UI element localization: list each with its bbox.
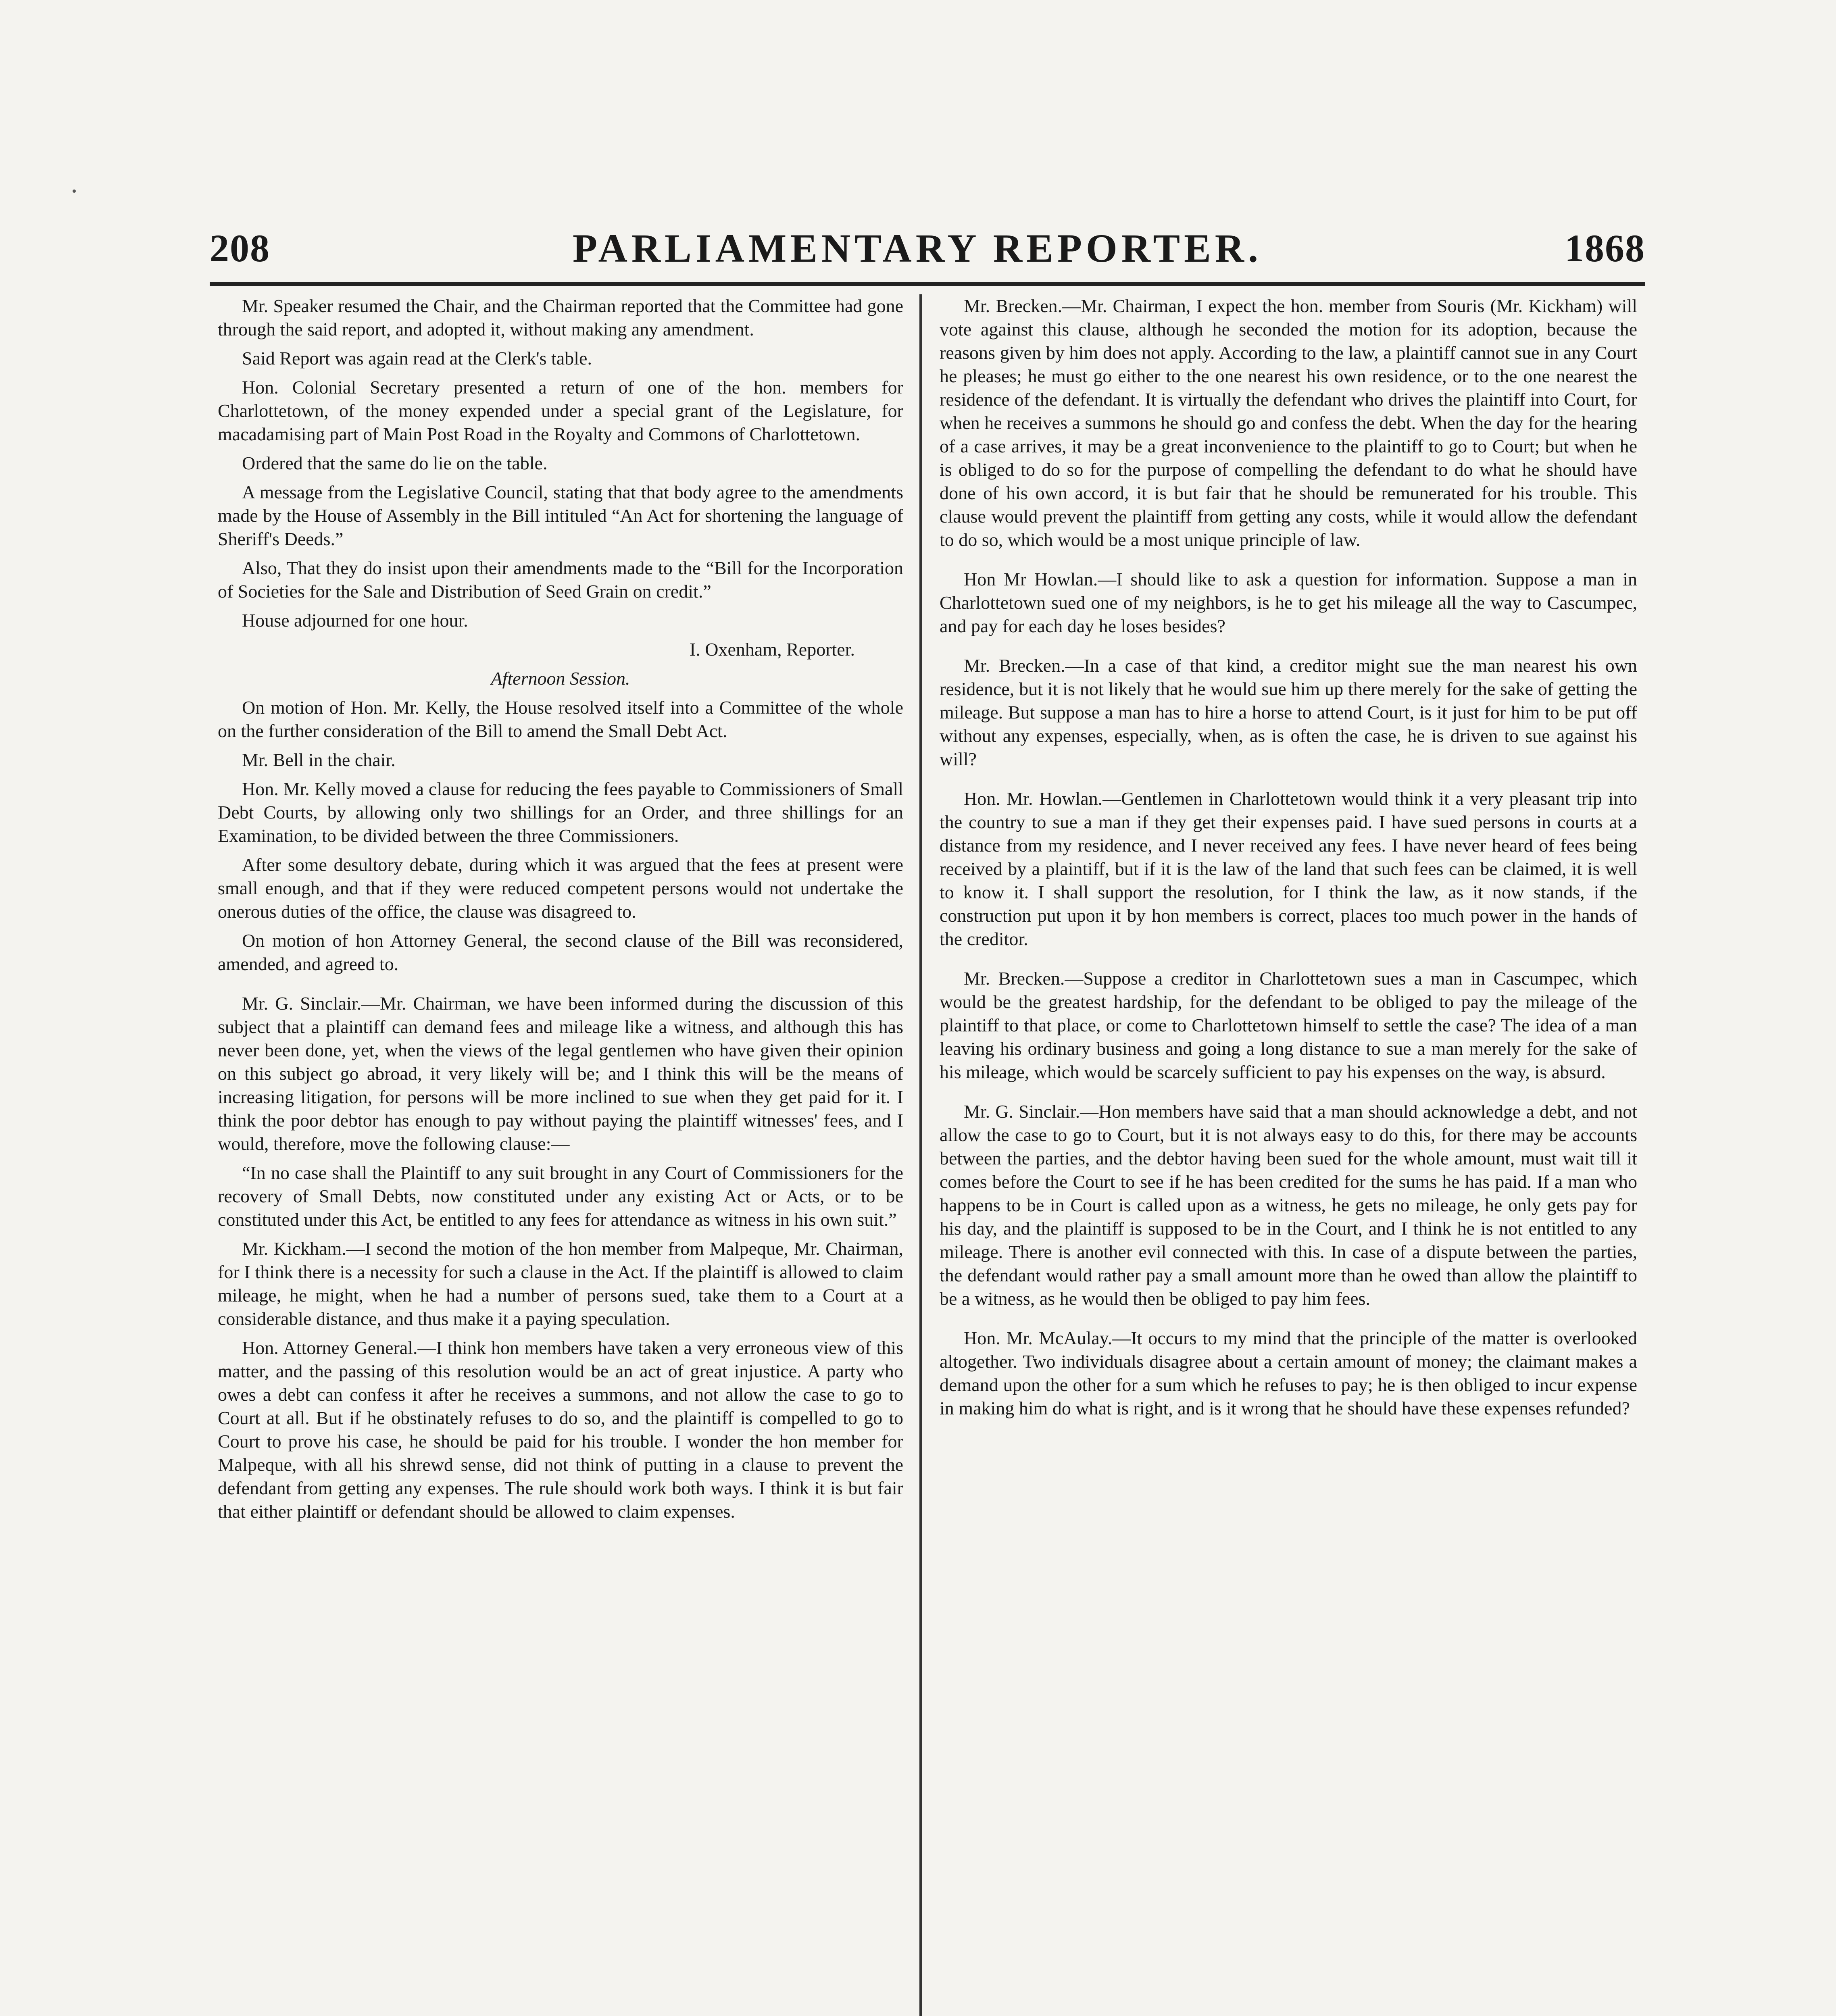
page-header (210, 220, 1645, 276)
paragraph: Hon. Mr. Kelly moved a clause for reducing the fees payable to Commissioners of Small Debt Courts, by allowing only two shillings for an Order, and three shillings for an Examination, to be divided between the three Commissioners. (218, 779, 903, 846)
header-rule (210, 282, 1645, 286)
paragraph: Mr. Brecken.—Mr. Chairman, I expect the hon. member from Souris (Mr. Kickham) will vote against this clause, although he seconded the motion for its adoption, because the reasons given by him does not apply. According to the law, a plaintiff cannot sue in any Court he pleases; he must go either to the one nearest his own residence, or to the one nearest the residence of the defendant. It is virtually the defendant who drives the plaintiff into Court, for when he receives a summons he should go and confess the debt. When the day for the hearing of a case arrives, it may be a great inconvenience to the plaintiff to go to Court; but when he is obliged to do so for the purpose of compelling the defendant to do what he should have done of his own accord, it is but fair that he should be remunerated for his trouble. This clause would prevent the plaintiff from getting any costs, while it would allow the defendant to do so, which would be a most unique principle of law. (940, 296, 1637, 550)
paragraph: Mr. Bell in the chair. (242, 750, 396, 770)
paragraph: After some desultory debate, during which it was argued that the fees at present were small enough, and that if they were reduced competent persons would not undertake the onerous duties of the office, the clause was disagreed to. (218, 854, 903, 922)
paragraph: Hon Mr Howlan.—I should like to ask a question for information. Suppose a man in Charlottetown sued one of my neighbors, is he to get his mileage all the way to Cascumpec, and pay for each day he loses besides? (940, 569, 1637, 636)
quoted-clause: “In no case shall the Plaintiff to any suit brought in any Court of Commissioners for the recovery of Small Debts, now constituted under any existing Act or Acts, or to be constituted under this Act, be entitled to any fees for attendance as witness in his own suit.” (218, 1162, 903, 1230)
paragraph: Mr. Brecken.—In a case of that kind, a creditor might sue the man nearest his own residence, but it is not likely that he would sue him up there merely for the sake of getting the mileage. But suppose a man has to hire a horse to attend Court, is it just for him to be put off without any expenses, especially, when, as is often the case, he is driven to sue against his will? (940, 655, 1637, 769)
paragraph: Ordered that the same do lie on the table. (242, 453, 548, 473)
header-year: 1868 (1565, 226, 1645, 270)
paragraph: Mr. Brecken.—Suppose a creditor in Charlottetown sues a man in Cascumpec, which would be the greatest hardship, for the defendant to be obliged to pay the mileage of the plaintiff to that place, or come to Charlottetown himself to settle the case? The idea of a man leaving his ordinary business and going a long distance to sue a man merely for the sake of his mileage, which would be scarcely sufficient to pay his expenses on the way, is absurd. (940, 968, 1637, 1082)
paragraph: Said Report was again read at the Clerk's table. (242, 348, 592, 369)
paragraph: On motion of hon Attorney General, the second clause of the Bill was reconsidered, amended, and agreed to. (218, 930, 903, 974)
paragraph: On motion of Hon. Mr. Kelly, the House resolved itself into a Committee of the whole on the further consideration of the Bill to amend the Small Debt Act. (218, 697, 903, 741)
paragraph: Hon. Colonial Secretary presented a return of one of the hon. members for Charlottetown, of the money expended under a special grant of the Legislature, for macadamising part of Main Post Road in the Royalty and Commons of Charlottetown. (218, 377, 903, 444)
paragraph: Hon. Mr. McAulay.—It occurs to my mind that the principle of the matter is overlooked altogether. Two individuals disagree about a certain amount of money; the claimant makes a demand upon the other for a sum which he refuses to pay; he is then obliged to incur expense in making him do what is right, and is it wrong that he should have these expenses refunded? (940, 1328, 1637, 1418)
page-number: 208 (210, 226, 270, 270)
right-column (940, 294, 1637, 2016)
paragraph: House adjourned for one hour. (242, 610, 468, 631)
paragraph: A message from the Legislative Council, stating that that body agree to the amendments made by the House of Assembly in the Bill intituled “An Act for shortening the language of Sheriff's Deeds.” (218, 482, 903, 549)
paragraph: Hon. Attorney General.—I think hon members have taken a very erroneous view of this matter, and the passing of this resolution would be an act of great injustice. A party who owes a debt can confess it after he receives a summons, and not allow the case to go to Court at all. But if he obstinately refuses to do so, and the plaintiff is compelled to go to Court to prove his case, he should be paid for his trouble. I wonder the hon member for Malpeque, with all his shrewd sense, did not think of putting in a clause to prevent the defendant from getting any expenses. The rule should work both ways. I think it is but fair that either plaintiff or defendant should be allowed to claim expenses. (218, 1337, 903, 1522)
paragraph: Mr. G. Sinclair.—Mr. Chairman, we have been informed during the discussion of this subject that a plaintiff can demand fees and mileage like a witness, and although this has never been done, yet, when the views of the legal gentlemen who have given their opinion on this subject go abroad, it very likely will be; and I think this will be the means of increasing litigation, for persons will be more inclined to sue when they get paid for it. I think the poor debtor has enough to pay without paying the plaintiff witnesses' fees, and I would, therefore, move the following clause:— (218, 993, 903, 1154)
paragraph: Mr. Speaker resumed the Chair, and the Chairman reported that the Committee had gone through the said report, and adopted it, without making any amendment. (218, 296, 903, 339)
reporter-signature: I. Oxenham, Reporter. (689, 639, 855, 660)
paragraph: Mr. Kickham.—I second the motion of the hon member from Malpeque, Mr. Chairman, for I think there is a necessity for such a clause in the Act. If the plaintiff is allowed to claim mileage, he might, when he had a number of persons sued, take them to a Court at a considerable distance, and thus make it a paying speculation. (218, 1238, 903, 1329)
running-title: PARLIAMENTARY REPORTER. (572, 225, 1263, 271)
session-heading: Afternoon Session. (491, 668, 630, 689)
column-divider (919, 294, 922, 2016)
paragraph: Mr. G. Sinclair.—Hon members have said that a man should acknowledge a debt, and not allow the case to go to Court, but it is not always easy to do this, for there may be accounts between the parties, and the debtor having been sued for the whole amount, must wait till it comes before the Court to see if he has been credited for the sums he has paid. If a man who happens to be in Court is called upon as a witness, he gets no mileage, he only gets pay for his day, and the plaintiff is supposed to be in the Court, and I think he is not entitled to any mileage. There is another evil connected with this. In case of a dispute between the parties, the defendant would rather pay a small amount more than he owed than allow the plaintiff to be a witness, as he would then be obliged to pay him fees. (940, 1101, 1637, 1309)
paragraph: Also, That they do insist upon their amendments made to the “Bill for the Incorporation of Societies for the Sale and Distribution of Seed Grain on credit.” (218, 558, 903, 602)
left-column (218, 294, 903, 2016)
scan-speck (73, 190, 76, 193)
paragraph: Hon. Mr. Howlan.—Gentlemen in Charlottetown would think it a very pleasant trip into the country to sue a man if they get their expenses paid. I have sued persons in courts at a distance from my residence, and I never received any fees. I have never heard of fees being received by a plaintiff, but if it is the law of the land that such fees can be claimed, it is well to know it. I shall support the resolution, for I think the law, as it now stands, if the construction put upon it by hon members is correct, places too much power in the hands of the creditor. (940, 788, 1637, 949)
